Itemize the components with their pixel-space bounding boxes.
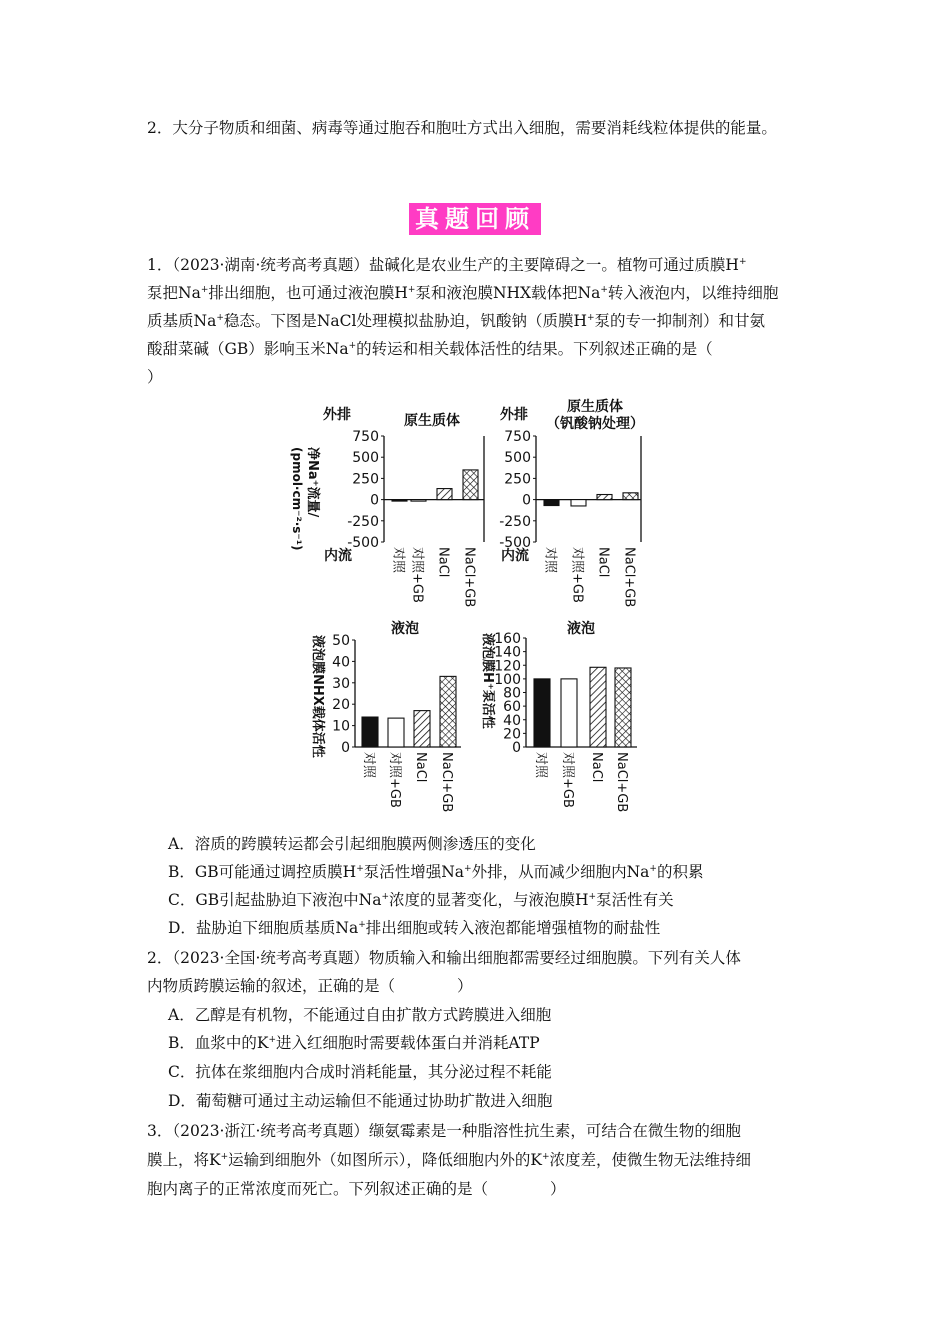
y-tick-label: 160	[494, 631, 521, 647]
y-tick-label: 10	[332, 718, 350, 735]
q1-option-b[interactable]: B．GB可能通过调控质膜H+泵活性增强Na+外排，从而减少细胞内Na+的积累	[168, 863, 704, 881]
in-label: 内流	[324, 548, 352, 564]
category-label: NaCl+GB	[461, 547, 477, 608]
q1-option-c[interactable]: C．GB引起盐胁迫下液泡中Na+浓度的显著变化，与液泡膜H+泵活性有关	[168, 891, 674, 909]
y-tick-label: -250	[499, 513, 531, 530]
category-label: 对照+GB	[560, 752, 575, 808]
q2-option-a[interactable]: A．乙醇是有机物，不能通过自由扩散方式跨膜进入细胞	[168, 1006, 552, 1024]
category-label: 对照+GB	[409, 547, 425, 603]
chart-title: 原生质体	[567, 399, 623, 415]
q3-line-1: 3．（2023·浙江·统考高考真题）缬氨霉素是一种脂溶性抗生素，可结合在微生物的细胞	[147, 1122, 741, 1140]
bar	[411, 500, 426, 502]
y-axis-label: 液泡膜NHX载体活性	[310, 635, 325, 758]
category-label: NaCl	[435, 547, 451, 578]
category-label: NaCl	[589, 752, 604, 783]
section-banner: 真题回顾	[409, 203, 541, 235]
y-tick-label: 140	[494, 644, 521, 661]
q2-line-1: 2．（2023·全国·统考高考真题）物质输入和输出细胞都需要经过细胞膜。下列有关人体	[147, 949, 741, 967]
y-tick-label: 20	[503, 726, 521, 743]
bar	[362, 717, 378, 747]
q1-line-4: 酸甜菜碱（GB）影响玉米Na+的转运和相关载体活性的结果。下列叙述正确的是（	[147, 340, 713, 358]
q1-line-5: ）	[147, 368, 163, 386]
q2-option-b[interactable]: B．血浆中的K+进入红细胞时需要载体蛋白并消耗ATP	[168, 1034, 540, 1052]
q1-figure	[0, 395, 950, 835]
category-label: NaCl	[413, 752, 428, 783]
previous-item-text: 2．大分子物质和细菌、病毒等通过胞吞和胞吐方式出入细胞，需要消耗线粒体提供的能量。	[147, 119, 777, 137]
bar	[388, 718, 404, 747]
chart-title: 原生质体	[404, 413, 460, 429]
category-label: 对照+GB	[387, 752, 402, 808]
y-tick-label: 750	[352, 429, 379, 445]
q3-line-3: 胞内离子的正常浓度而死亡。下列叙述正确的是（ ）	[147, 1180, 566, 1198]
y-tick-label: 750	[504, 429, 531, 445]
q1-option-a[interactable]: A．溶质的跨膜转运都会引起细胞膜两侧渗透压的变化	[168, 835, 536, 853]
out-label: 外排	[323, 407, 351, 423]
category-label: 对照+GB	[569, 547, 585, 603]
category-label: NaCl+GB	[621, 547, 637, 608]
q1-line-1: 1．（2023·湖南·统考高考真题）盐碱化是农业生产的主要障碍之一。植物可通过质膜H+	[147, 256, 747, 274]
y-tick-label: -500	[347, 535, 379, 551]
bar	[534, 679, 550, 747]
y-tick-label: 0	[512, 740, 521, 756]
y-tick-label: 60	[503, 699, 521, 716]
q2-line-2: 内物质跨膜运输的叙述，正确的是（ ）	[147, 977, 473, 995]
y-tick-label: -250	[347, 513, 379, 530]
y-tick-label: 0	[341, 740, 350, 756]
q1-line-2: 泵把Na+排出细胞，也可通过液泡膜H+泵和液泡膜NHX载体把Na+转入液泡内，以维持细胞	[147, 284, 779, 302]
y-tick-label: -500	[499, 535, 531, 551]
bar	[571, 500, 586, 506]
bar	[414, 711, 430, 747]
bar	[463, 470, 478, 500]
category-label: 对照	[542, 547, 558, 574]
q2-option-c[interactable]: C．抗体在浆细胞内合成时消耗能量，其分泌过程不耗能	[168, 1063, 552, 1081]
category-label: NaCl+GB	[439, 752, 454, 813]
y-tick-label: 80	[503, 685, 521, 702]
category-label: 对照	[533, 752, 548, 779]
y-tick-label: 100	[494, 671, 521, 688]
y-tick-label: 250	[504, 471, 531, 488]
out-label: 外排	[500, 407, 528, 423]
bar	[561, 679, 577, 747]
bar	[437, 489, 452, 500]
y-axis-label: 净Na⁺流量/	[305, 447, 320, 518]
y-tick-label: 0	[522, 492, 531, 509]
y-tick-label: 500	[352, 450, 379, 467]
bar	[544, 500, 559, 506]
y-tick-label: 20	[332, 697, 350, 714]
y-tick-label: 0	[370, 492, 379, 509]
y-tick-label: 250	[352, 471, 379, 488]
y-tick-label: 40	[503, 712, 521, 729]
chart-title: 液泡	[567, 621, 595, 637]
bar	[440, 676, 456, 747]
y-tick-label: 500	[504, 450, 531, 467]
q1-line-3: 质基质Na+稳态。下图是NaCl处理模拟盐胁迫，钒酸钠（质膜H+泵的专一抑制剂）和甘氨	[147, 312, 766, 330]
bar	[623, 493, 638, 500]
y-tick-label: 120	[494, 658, 521, 675]
category-label: 对照	[361, 752, 376, 779]
bar	[392, 500, 407, 502]
q3-line-2: 膜上，将K+运输到细胞外（如图所示），降低细胞内外的K+浓度差，使微生物无法维持细	[147, 1151, 752, 1169]
category-label: NaCl+GB	[614, 752, 629, 813]
bar	[615, 668, 631, 747]
q2-option-d[interactable]: D．葡萄糖可通过主动运输但不能通过协助扩散进入细胞	[168, 1092, 553, 1110]
y-tick-label: 40	[332, 654, 350, 671]
q1-option-d[interactable]: D．盐胁迫下细胞质基质Na+排出细胞或转入液泡都能增强植物的耐盐性	[168, 919, 661, 937]
bar	[590, 667, 606, 747]
y-tick-label: 30	[332, 675, 350, 692]
y-tick-label: 50	[332, 633, 350, 649]
category-label: 对照	[390, 547, 406, 574]
y-axis-label: 液泡膜H⁺泵活性	[480, 633, 495, 729]
in-label: 内流	[501, 548, 529, 564]
chart-title: 液泡	[391, 621, 419, 637]
y-axis-unit: (pmol·cm⁻²·s⁻¹)	[290, 447, 304, 551]
bar	[597, 495, 612, 500]
category-label: NaCl	[595, 547, 611, 578]
chart-title: （钒酸钠处理）	[546, 416, 644, 432]
